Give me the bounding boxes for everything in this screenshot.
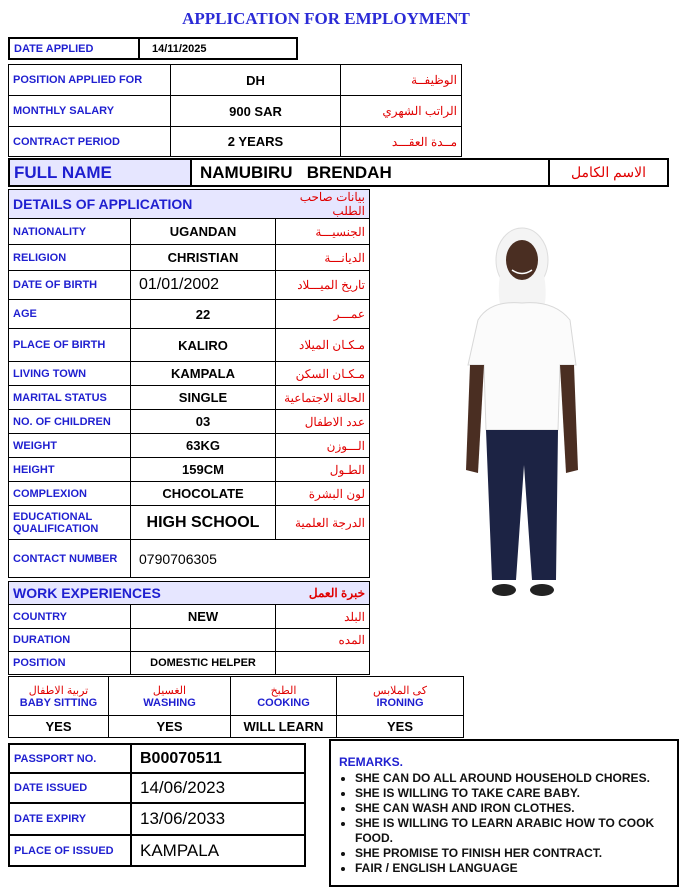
children-value: 03 [131,410,276,434]
country-arabic: البلد [276,605,370,629]
skill-cooking-value: WILL LEARN [231,716,337,738]
nationality-value: UGANDAN [131,219,276,245]
work-title-arabic: خبرة العمل [276,582,370,605]
details-title: DETAILS OF APPLICATION [9,190,276,219]
marital-value: SINGLE [131,386,276,410]
passport-no-label: PASSPORT NO. [9,744,131,773]
marital-label: MARITAL STATUS [9,386,131,410]
remark-item: • SHE CAN WASH AND IRON CLOTHES. [355,801,669,816]
children-label: NO. OF CHILDREN [9,410,131,434]
position-label: POSITION APPLIED FOR [9,65,171,96]
skill-ironing [337,677,464,716]
remark-item: • SHE PROMISE TO FINISH HER CONTRACT. [355,846,669,861]
position-arabic: الوظيفــة [341,65,462,96]
height-arabic: الطـول [276,458,370,482]
skill-ironing-value: YES [337,716,464,738]
education-arabic: الدرجة العلمية [276,506,370,540]
salary-arabic: الراتب الشهري [341,96,462,127]
date-applied-table [8,37,298,60]
date-expiry-label: DATE EXPIRY [9,803,131,835]
living-town-value: KAMPALA [131,362,276,386]
skill-ironing-label: IRONING [376,696,424,709]
living-town-label: LIVING TOWN [9,362,131,386]
weight-arabic: الـــوزن [276,434,370,458]
religion-label: RELIGION [9,245,131,271]
education-value: HIGH SCHOOL [131,506,276,540]
passport-no-value: B00070511 [131,744,305,773]
religion-value: CHRISTIAN [131,245,276,271]
nationality-label: NATIONALITY [9,219,131,245]
skill-baby-sitting [9,677,109,716]
skill-cooking-label: COOKING [257,696,310,709]
remark-item: • FAIR / ENGLISH LANGUAGE [355,861,669,876]
full-name-value: NAMUBIRU BRENDAH [191,159,549,186]
contract-value: 2 YEARS [171,127,341,157]
date-applied-value: 14/11/2025 [139,38,297,59]
pob-label: PLACE OF BIRTH [9,329,131,362]
skill-baby-sitting-label: BABY SITTING [19,696,98,709]
skill-cooking [231,677,337,716]
skill-cooking-arabic: الطبخ [270,684,297,697]
skill-washing-label: WASHING [143,696,196,709]
skill-washing [109,677,231,716]
contract-label: CONTRACT PERIOD [9,127,171,157]
dob-label: DATE OF BIRTH [9,271,131,300]
weight-value: 63KG [131,434,276,458]
place-issued-label: PLACE OF ISSUED [9,835,131,866]
remark-item: • SHE IS WILLING TO TAKE CARE BABY. [355,786,669,801]
contract-arabic: مــدة العقـــد [341,127,462,157]
nationality-arabic: الجنسيـــة [276,219,370,245]
height-label: HEIGHT [9,458,131,482]
job-info-table [8,64,462,157]
remarks-title: REMARKS. [339,755,404,769]
date-expiry-value: 13/06/2033 [131,803,305,835]
position-value: DH [171,65,341,96]
full-name-label: FULL NAME [9,159,191,186]
passport-table [8,743,306,867]
work-table [8,581,370,675]
full-name-table [8,158,669,187]
pob-arabic: مـكـان الميلاد [276,329,370,362]
applicant-photo [460,215,585,610]
height-value: 159CM [131,458,276,482]
details-table [8,189,370,578]
education-label: EDUCATIONAL QUALIFICATION [9,506,131,540]
country-value: NEW [131,605,276,629]
salary-value: 900 SAR [171,96,341,127]
work-title: WORK EXPERIENCES [9,582,276,605]
marital-arabic: الحالة الاجتماعية [276,386,370,410]
living-town-arabic: مـكـان السكن [276,362,370,386]
country-label: COUNTRY [9,605,131,629]
pob-value: KALIRO [131,329,276,362]
age-value: 22 [131,300,276,329]
religion-arabic: الديانـــة [276,245,370,271]
skill-baby-sitting-value: YES [9,716,109,738]
age-label: AGE [9,300,131,329]
skill-washing-arabic: الغسيل [152,684,187,697]
complexion-value: CHOCOLATE [131,482,276,506]
remark-item: • SHE IS WILLING TO LEARN ARABIC HOW TO COOK FOOD. [355,816,669,846]
details-title-arabic: بيانات صاحب الطلب [276,190,370,219]
work-position-label: POSITION [9,652,131,675]
dob-arabic: تاريخ الميـــلاد [276,271,370,300]
duration-label: DURATION [9,629,131,652]
place-issued-value: KAMPALA [131,835,305,866]
complexion-label: COMPLEXION [9,482,131,506]
work-position-arabic [276,652,370,675]
salary-label: MONTHLY SALARY [9,96,171,127]
duration-arabic: المده [276,629,370,652]
page-title: APPLICATION FOR EMPLOYMENT [182,9,470,28]
complexion-arabic: لون البشرة [276,482,370,506]
dob-value: 01/01/2002 [131,271,276,300]
duration-value [131,629,276,652]
children-arabic: عدد الاطفال [276,410,370,434]
skill-ironing-arabic: كى الملابس [373,684,427,697]
skill-washing-value: YES [109,716,231,738]
date-applied-label: DATE APPLIED [9,38,139,59]
skill-baby-sitting-arabic: تربية الاطفال [28,684,89,697]
skills-table [8,676,464,738]
full-name-arabic: الاسم الكامل [549,159,668,186]
weight-label: WEIGHT [9,434,131,458]
work-position-value: DOMESTIC HELPER [131,652,276,675]
contact-label: CONTACT NUMBER [9,540,131,578]
contact-value: 0790706305 [131,540,370,578]
remarks-box [329,739,679,887]
remarks-list [339,771,669,876]
date-issued-value: 14/06/2023 [131,773,305,803]
remark-item: • SHE CAN DO ALL AROUND HOUSEHOLD CHORES. [355,771,669,786]
age-arabic: عمـــر [276,300,370,329]
date-issued-label: DATE ISSUED [9,773,131,803]
